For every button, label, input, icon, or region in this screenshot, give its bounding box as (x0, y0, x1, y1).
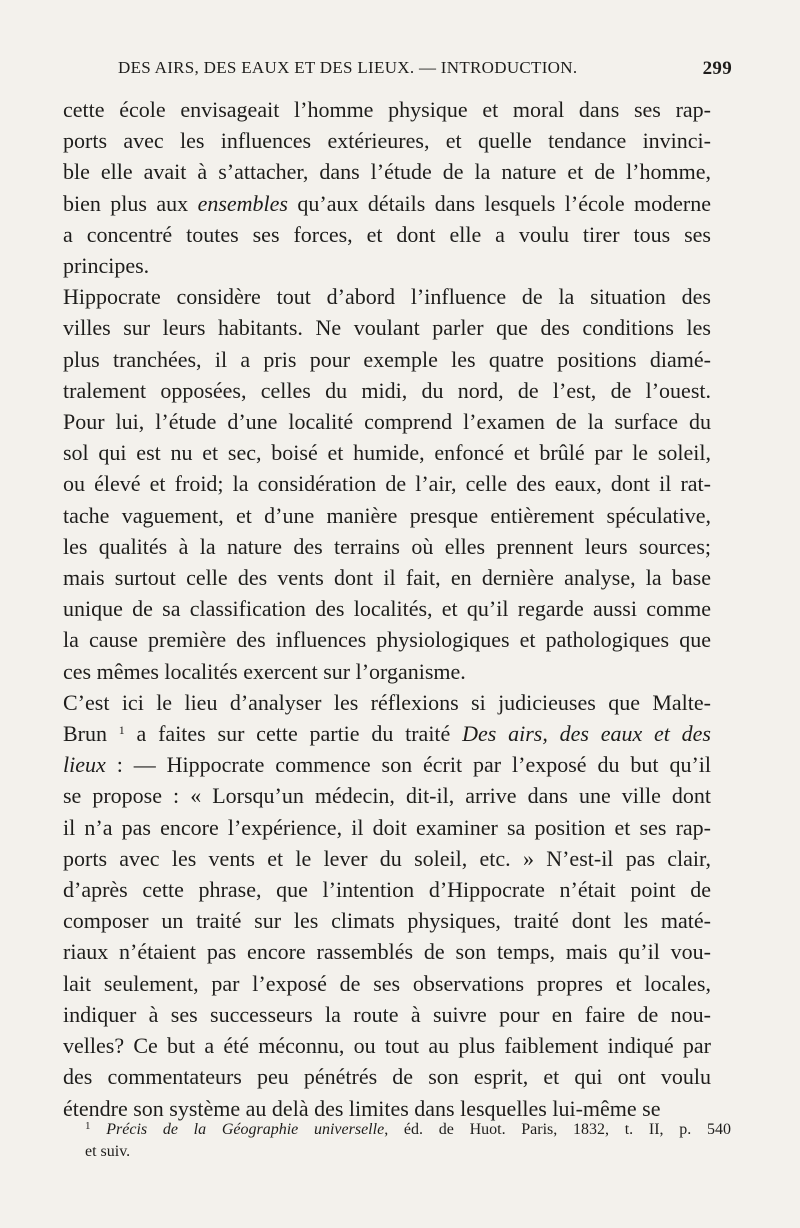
text-line: lieux : — Hippocrate commence son écrit par l’exposé du but qu’il (63, 752, 711, 778)
text-line: ports avec les influences extérieures, et quelle tendance invinci- (63, 128, 711, 154)
text-line: ou élevé et froid; la considération de l’air, celle des eaux, dont il rat- (63, 471, 711, 497)
text-line: tralement opposées, celles du midi, du nord, de l’est, de l’ouest. (63, 377, 711, 403)
footnote-line: $^1$ Précis de la Géographie universelle, éd. de Huot. Paris, 1832, t. II, p. 540 (85, 1120, 732, 1138)
text-line: ces mêmes localités exercent sur l’organisme. (63, 658, 466, 684)
running-head-title: DES AIRS, DES EAUX ET DES LIEUX. — INTRODUCTION. (118, 58, 578, 77)
text-line: tache vaguement, et d’une manière presque entièrement spéculative, (63, 502, 711, 528)
text-line: mais surtout celle des vents dont il fait, en dernière analyse, la base (63, 565, 711, 591)
text-line: sol qui est nu et sec, boisé et humide, enfoncé et brûlé par le soleil, (63, 440, 711, 466)
text-line: Brun $^1$ a faites sur cette partie du traité Des airs, des eaux et des (63, 721, 711, 747)
text-line: Hippocrate considère tout d’abord l’influence de la situation des (63, 284, 711, 310)
text-line: bien plus aux ensembles qu’aux détails dans lesquels l’école moderne (63, 190, 711, 216)
text-line: villes sur leurs habitants. Ne voulant parler que des conditions les (63, 315, 711, 341)
body-text (63, 94, 711, 1124)
text-line: les qualités à la nature des terrains où elles prennent leurs sources; (63, 533, 711, 559)
text-line: unique de sa classification des localités, et qu’il regarde aussi comme (63, 596, 711, 622)
text-line: riaux n’étaient pas encore rassemblés de son temps, mais qu’il vou- (63, 939, 711, 965)
text-line: d’après cette phrase, que l’intention d’Hippocrate n’était point de (63, 877, 711, 903)
text-line: lait seulement, par l’exposé de ses observations propres et locales, (63, 970, 711, 996)
page-number: 299 (702, 58, 732, 79)
text-line: C’est ici le lieu d’analyser les réflexions si judicieuses que Malte- (63, 689, 711, 715)
text-line: a concentré toutes ses forces, et dont elle a voulu tirer tous ses (63, 221, 711, 247)
text-line: des commentateurs peu pénétrés de son esprit, et qui ont voulu (63, 1064, 711, 1090)
text-line: la cause première des influences physiologiques et pathologiques que (63, 627, 711, 653)
text-line: composer un traité sur les climats physiques, traité dont les maté- (63, 908, 711, 934)
text-line: plus tranchées, il a pris pour exemple les quatre positions diamé- (63, 346, 711, 372)
text-line: ble elle avait à s’attacher, dans l’étude de la nature et de l’homme, (63, 159, 711, 185)
text-line: principes. (63, 253, 150, 279)
text-line: cette école envisageait l’homme physique et moral dans ses rap- (63, 97, 711, 122)
text-line: indiquer à ses successeurs la route à suivre pour en faire de nou- (63, 1001, 711, 1027)
text-line: il n’a pas encore l’expérience, il doit examiner sa position et ses rap- (63, 814, 711, 840)
footnotes (85, 1119, 731, 1163)
text-line: étendre son système au delà des limites dans lesquelles lui-même se (63, 1095, 661, 1121)
text-line: se propose : « Lorsqu’un médecin, dit-il, arrive dans une ville dont (63, 783, 711, 809)
text-line: velles? Ce but a été méconnu, ou tout au plus faiblement indiqué par (63, 1033, 711, 1059)
text-line: Pour lui, l’étude d’une localité comprend l’examen de la surface du (63, 409, 711, 435)
text-line: ports avec les vents et le lever du soleil, etc. » N’est-il pas clair, (63, 845, 711, 871)
footnote-line: et suiv. (85, 1143, 131, 1160)
